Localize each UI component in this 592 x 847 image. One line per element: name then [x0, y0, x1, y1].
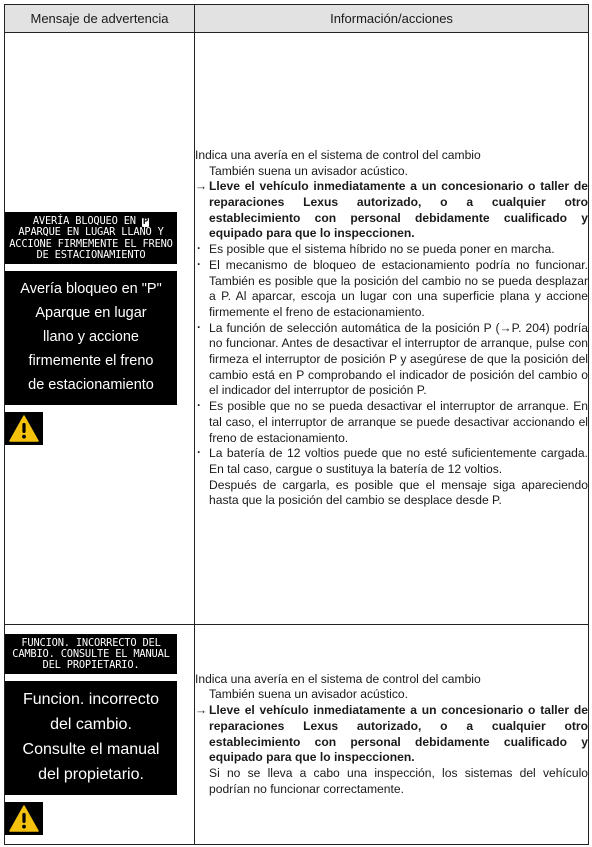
- warning-icon-box: [5, 802, 43, 835]
- display-message-mono: [5, 212, 177, 264]
- list-item-continuation: Después de cargarla, es posible que el mensaje siga apareciendo hasta que la posición del cambio se desplace desde P.: [209, 477, 588, 508]
- warning-triangle-icon: [9, 805, 39, 832]
- info-intro: Indica una avería en el sistema de control del cambio: [195, 671, 481, 686]
- display-message-hd: [5, 681, 177, 795]
- header-warning-message: Mensaje de advertencia: [5, 5, 195, 33]
- display-message-mono: FUNCION. INCORRECTO DEL CAMBIO. CONSULTE EL MANUAL DEL PROPIETARIO.: [5, 634, 177, 675]
- warning-icon-box: [5, 412, 43, 445]
- arrow-right-icon: →: [195, 703, 208, 718]
- mono-line-prefix: AVERÍA BLOQUEO EN: [32, 215, 136, 228]
- table-header-row: [5, 5, 589, 33]
- hd-line: firmemente el freno: [28, 352, 154, 369]
- warning-message-table: [4, 4, 589, 845]
- info-tail: Si no se lleva a cabo una inspección, los sistemas del vehículo podrían no funcionar correctamente.: [209, 765, 588, 796]
- info-intro-sub: También suena un avisador acústico.: [209, 163, 408, 178]
- list-item: · Es posible que no se pueda desactivar el interruptor de arranque. En tal caso, el interruptor de arranque se puede desactivar accionando el freno de estacionamiento.: [195, 399, 588, 446]
- information-cell: [195, 625, 589, 845]
- information-cell: [195, 33, 589, 625]
- hd-line: Avería bloqueo en "P": [20, 280, 162, 297]
- mono-line-rest: APARQUE EN LUGAR LLANO Y ACCIONE FIRMEMENTE EL FRENO DE ESTACIONAMIENTO: [9, 226, 173, 261]
- info-intro-sub: También suena un avisador acústico.: [209, 687, 408, 702]
- info-intro: Indica una avería en el sistema de control del cambio: [195, 147, 481, 162]
- arrow-right-icon: →: [195, 179, 208, 194]
- header-information-actions: Información/acciones: [195, 5, 589, 33]
- table-row: [5, 33, 589, 625]
- hd-line: llano y accione: [43, 328, 139, 345]
- hd-line: del cambio.: [50, 716, 132, 734]
- action-instruction: [195, 179, 588, 242]
- hd-line: Aparque en lugar: [35, 304, 147, 321]
- table-row: [5, 625, 589, 845]
- p-position-icon: P: [142, 217, 149, 228]
- warning-triangle-icon: [9, 415, 39, 442]
- list-item: · La función de selección automática de la posición P (→P. 204) podría no funcionar. Antes de desactivar el interruptor de arranque, pulse con firmeza el interruptor de posición P y asegúrese de que la posición del cambio está en P comprobando el indicador de posición del cambio o el indicador del interruptor de posición P.: [195, 321, 588, 400]
- list-item: · La batería de 12 voltios puede que no esté suficientemente cargada. En tal caso, cargue o sustituya la batería de 12 voltios.: [195, 446, 588, 477]
- action-text: Lleve el vehículo inmediatamente a un concesionario o taller de reparaciones Lexus autorizado, o a cualquier otro establecimiento con personal debidamente cualificado y equipado para que lo inspeccionen.: [209, 179, 588, 241]
- warning-message-cell: [5, 625, 195, 845]
- hd-line: Consulte el manual: [22, 741, 160, 759]
- list-item: · El mecanismo de bloqueo de estacionamiento podría no funcionar. También es posible que la posición del cambio no se pueda desplazar a P. Al aparcar, escoja un lugar con una superficie plana y accione firmemente el freno de estacionamiento.: [195, 258, 588, 321]
- hd-line: Funcion. incorrecto: [22, 691, 160, 709]
- hd-line: del propietario.: [38, 766, 144, 784]
- list-item: · Es posible que el sistema híbrido no se pueda poner en marcha.: [195, 242, 588, 258]
- hd-line: de estacionamiento: [28, 376, 154, 393]
- warning-message-cell: [5, 33, 195, 625]
- display-message-hd: [5, 271, 177, 405]
- action-instruction: [195, 703, 588, 766]
- action-text: Lleve el vehículo inmediatamente a un concesionario o taller de reparaciones Lexus autorizado, o a cualquier otro establecimiento con personal debidamente cualificado y equipado para que lo inspeccionen.: [209, 703, 588, 765]
